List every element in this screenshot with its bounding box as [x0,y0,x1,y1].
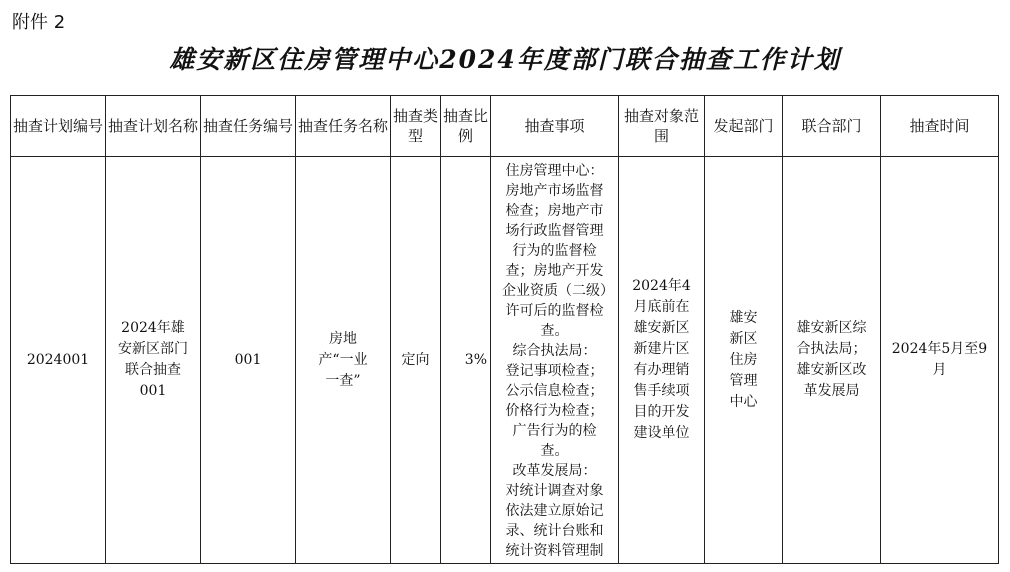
cell-items [491,157,619,564]
cell-task-name: 房地产“一业一查” [296,157,391,564]
cell-task-no: 001 [201,157,296,564]
page-title: 雄安新区住房管理中心2024年度部门联合抽查工作计划 [169,45,841,74]
cell-ratio: 3% [441,157,491,564]
col-time: 抽查时间 [881,96,999,157]
cell-time: 2024年5月至9月 [881,157,999,564]
col-initiator: 发起部门 [705,96,783,157]
col-plan-name: 抽查计划名称 [106,96,201,157]
items-heading-enforcement: 综合执法局： [512,343,597,359]
col-ratio: 抽查比例 [441,96,491,157]
col-task-name: 抽查任务名称 [296,96,391,157]
annex-label: 附件 2 [12,12,66,33]
cell-joint: 雄安新区综合执法局；雄安新区改革发展局 [783,157,881,564]
items-text-housing: 房地产市场监督检查；房地产市场行政监督管理行为的监督检查；房地产开发企业资质（二级）许可后的监督检查。 [502,183,607,339]
cell-plan-name: 2024年雄安新区部门联合抽查001 [106,157,201,564]
items-heading-reform: 改革发展局： [512,463,597,479]
items-text-enforcement: 登记事项检查；公示信息检查；价格行为检查；广告行为的检查。 [505,363,604,459]
table-header-row [11,96,999,157]
table-row [11,157,999,564]
col-scope: 抽查对象范围 [619,96,705,157]
cell-initiator: 雄安新区住房管理中心 [705,157,783,564]
col-joint: 联合部门 [783,96,881,157]
col-plan-no: 抽查计划编号 [11,96,106,157]
cell-type: 定向 [391,157,441,564]
col-items: 抽查事项 [491,96,619,157]
items-heading-housing: 住房管理中心： [505,163,604,179]
col-task-no: 抽查任务编号 [201,96,296,157]
col-type: 抽查类型 [391,96,441,157]
items-text-reform: 对统计调查对象依法建立原始记录、统计台账和统计资料管理制 [505,483,604,559]
cell-plan-no: 2024001 [11,157,106,564]
cell-scope: 2024年4月底前在雄安新区新建片区有办理销售手续项目的开发建设单位 [619,157,705,564]
plan-table [10,95,999,564]
